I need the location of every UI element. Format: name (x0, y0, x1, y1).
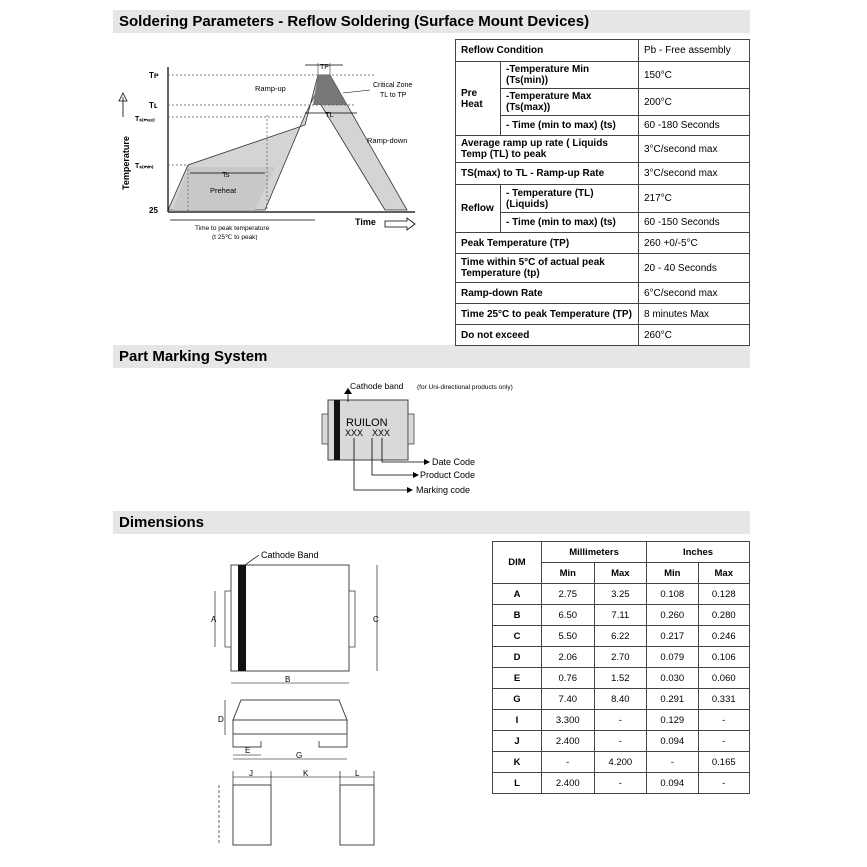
dim-j-label: J (249, 769, 253, 778)
table-cell: 2.06 (542, 647, 595, 668)
table-cell: - (698, 731, 749, 752)
table-cell: L (493, 773, 542, 794)
table-cell: 0.060 (698, 668, 749, 689)
dimensions-table (492, 541, 750, 794)
table-cell: - Temperature (TL) (Liquids) (501, 185, 639, 213)
millimeters-header: Millimeters (542, 542, 647, 563)
table-cell: - (594, 731, 647, 752)
table-cell: 7.11 (594, 605, 647, 626)
table-cell: - (698, 773, 749, 794)
pre-heat-label: Pre Heat (456, 62, 501, 136)
table-cell: Average ramp up rate ( Liquids Temp (TL) to peak (456, 136, 639, 163)
table-cell: Ramp-down Rate (456, 283, 639, 304)
table-cell: Time 25°C to peak Temperature (TP) (456, 304, 639, 325)
table-row (493, 710, 750, 731)
reflow-label: Reflow (456, 185, 501, 233)
brand-marking: RUILON (346, 417, 388, 429)
left-lead (322, 414, 328, 444)
table-cell: 20 - 40 Seconds (639, 254, 750, 283)
cathode-band-note: (for Uni-directional products only) (417, 384, 513, 391)
table-cell: 2.70 (594, 647, 647, 668)
x-axis-label: Time (355, 217, 376, 227)
right-lead (408, 414, 414, 444)
ts-span-label: Ts (222, 170, 230, 179)
table-row (493, 584, 750, 605)
table-cell: B (493, 605, 542, 626)
t25-label: 25 (149, 206, 158, 215)
dim-header: DIM (493, 542, 542, 584)
code-marking-1: XXX (345, 428, 364, 438)
table-cell: 0.291 (647, 689, 698, 710)
ramp-down-label: Ramp-down (367, 136, 408, 145)
in-min-header: Min (647, 563, 698, 584)
table-row (493, 647, 750, 668)
inches-header: Inches (647, 542, 750, 563)
table-cell: 60 -150 Seconds (639, 213, 750, 233)
table-cell: 8.40 (594, 689, 647, 710)
table-cell: Time within 5°C of actual peak Temperature (tp) (456, 254, 639, 283)
right-arrow-icon (385, 218, 415, 230)
table-cell: 0.129 (647, 710, 698, 731)
side-view-body (233, 700, 347, 720)
in-max-header: Max (698, 563, 749, 584)
table-cell: 3.25 (594, 584, 647, 605)
table-cell: 1.52 (594, 668, 647, 689)
table-cell: 0.331 (698, 689, 749, 710)
top-view-body (231, 565, 349, 671)
table-cell: 0.094 (647, 731, 698, 752)
table-cell: 0.079 (647, 647, 698, 668)
table-cell: 200°C (639, 89, 750, 116)
part-marking-diagram (320, 378, 540, 498)
table-cell: K (493, 752, 542, 773)
critical-zone (313, 75, 347, 105)
table-cell: 0.76 (542, 668, 595, 689)
footprint-pad-right (340, 785, 374, 845)
table-cell: - Time (min to max) (ts) (501, 213, 639, 233)
y-axis-label: Temperature (121, 136, 131, 190)
cathode-band-label: Cathode band (350, 381, 404, 391)
dim-l-label: L (355, 769, 360, 778)
marking-code-label: Marking code (416, 485, 471, 495)
dim-k-label: K (303, 769, 309, 778)
table-cell: 0.128 (698, 584, 749, 605)
tp-label: Tᴘ (149, 71, 159, 80)
product-code-label: Product Code (420, 470, 476, 480)
tl-label: Tʟ (149, 101, 158, 110)
table-row (493, 668, 750, 689)
table-row (493, 773, 750, 794)
table-cell: 217°C (639, 185, 750, 213)
table-cell: A (493, 584, 542, 605)
time-to-peak-sublabel: (t 25℃ to peak) (212, 234, 258, 240)
table-cell: 2.75 (542, 584, 595, 605)
table-cell: -Temperature Max (Ts(max)) (501, 89, 639, 116)
table-cell: 4.200 (594, 752, 647, 773)
table-row (493, 752, 750, 773)
mm-max-header: Max (594, 563, 647, 584)
table-cell: G (493, 689, 542, 710)
section-header-soldering: Soldering Parameters - Reflow Soldering (Surface Mount Devices) (113, 10, 750, 33)
tp-span-label: TP (320, 64, 329, 71)
table-cell: - (594, 710, 647, 731)
table-cell: J (493, 731, 542, 752)
table-cell: 7.40 (542, 689, 595, 710)
cathode-band-mark (238, 565, 246, 671)
table-cell: 8 minutes Max (639, 304, 750, 325)
table-row (493, 731, 750, 752)
tl-span-label: TL (325, 110, 334, 119)
table-cell: 260°C (639, 325, 750, 346)
table-cell: 0.280 (698, 605, 749, 626)
table-cell: I (493, 710, 542, 731)
ramp-up-label: Ramp-up (255, 84, 286, 93)
reflow-profile-diagram (115, 55, 435, 240)
table-cell: 0.030 (647, 668, 698, 689)
table-row (493, 689, 750, 710)
table-cell: 0.260 (647, 605, 698, 626)
dim-b-label: B (285, 675, 291, 684)
date-code-label: Date Code (432, 457, 476, 467)
cathode-band (334, 400, 340, 460)
table-header-assembly: Pb - Free assembly (639, 40, 750, 62)
critical-zone-sublabel: TL to TP (380, 92, 407, 99)
table-cell: 6.50 (542, 605, 595, 626)
table-row (493, 605, 750, 626)
table-cell: D (493, 647, 542, 668)
table-cell: 0.217 (647, 626, 698, 647)
table-cell: - (647, 752, 698, 773)
footprint-pad-left (233, 785, 271, 845)
tsmax-label: Tₛ₍ₘₐₓ₎ (135, 116, 155, 123)
table-cell: 5.50 (542, 626, 595, 647)
dim-c-label: C (373, 615, 379, 624)
code-marking-2: XXX (372, 428, 391, 438)
table-cell: 2.400 (542, 731, 595, 752)
time-to-peak-label: Time to peak temperature (195, 225, 270, 232)
table-cell: -Temperature Min (Ts(min)) (501, 62, 639, 89)
table-cell: 6°C/second max (639, 283, 750, 304)
table-cell: 0.106 (698, 647, 749, 668)
table-cell: 0.165 (698, 752, 749, 773)
table-cell: TS(max) to TL - Ramp-up Rate (456, 163, 639, 185)
preheat-label: Preheat (210, 186, 237, 195)
table-cell: 260 +0/-5°C (639, 233, 750, 254)
mm-min-header: Min (542, 563, 595, 584)
dim-g-label: G (296, 751, 303, 760)
table-row (493, 626, 750, 647)
table-cell: C (493, 626, 542, 647)
table-cell: - Time (min to max) (ts) (501, 116, 639, 136)
section-header-dimensions: Dimensions (113, 511, 750, 534)
table-cell: E (493, 668, 542, 689)
table-cell: 0.246 (698, 626, 749, 647)
table-cell: Do not exceed (456, 325, 639, 346)
table-cell: - (698, 710, 749, 731)
dim-d-label: D (218, 715, 224, 724)
table-cell: 2.400 (542, 773, 595, 794)
table-header-condition: Reflow Condition (456, 40, 639, 62)
table-cell: 60 -180 Seconds (639, 116, 750, 136)
table-cell: Peak Temperature (TP) (456, 233, 639, 254)
table-cell: 0.094 (647, 773, 698, 794)
table-cell: - (542, 752, 595, 773)
reflow-condition-table (455, 39, 750, 346)
table-cell: 3°C/second max (639, 163, 750, 185)
tsmin-label: Tₛ₍ₘᵢₙ₎ (135, 163, 154, 170)
table-cell: 0.108 (647, 584, 698, 605)
dim-a-label: A (211, 615, 217, 624)
table-cell: 3°C/second max (639, 136, 750, 163)
table-cell: - (594, 773, 647, 794)
critical-zone-label: Critical Zone (373, 82, 413, 89)
table-cell: 3.300 (542, 710, 595, 731)
cathode-band-callout: Cathode Band (261, 550, 319, 560)
dimensions-drawing (205, 545, 395, 855)
dim-e-label: E (245, 746, 251, 755)
table-cell: 6.22 (594, 626, 647, 647)
table-cell: 150°C (639, 62, 750, 89)
section-header-marking: Part Marking System (113, 345, 750, 368)
